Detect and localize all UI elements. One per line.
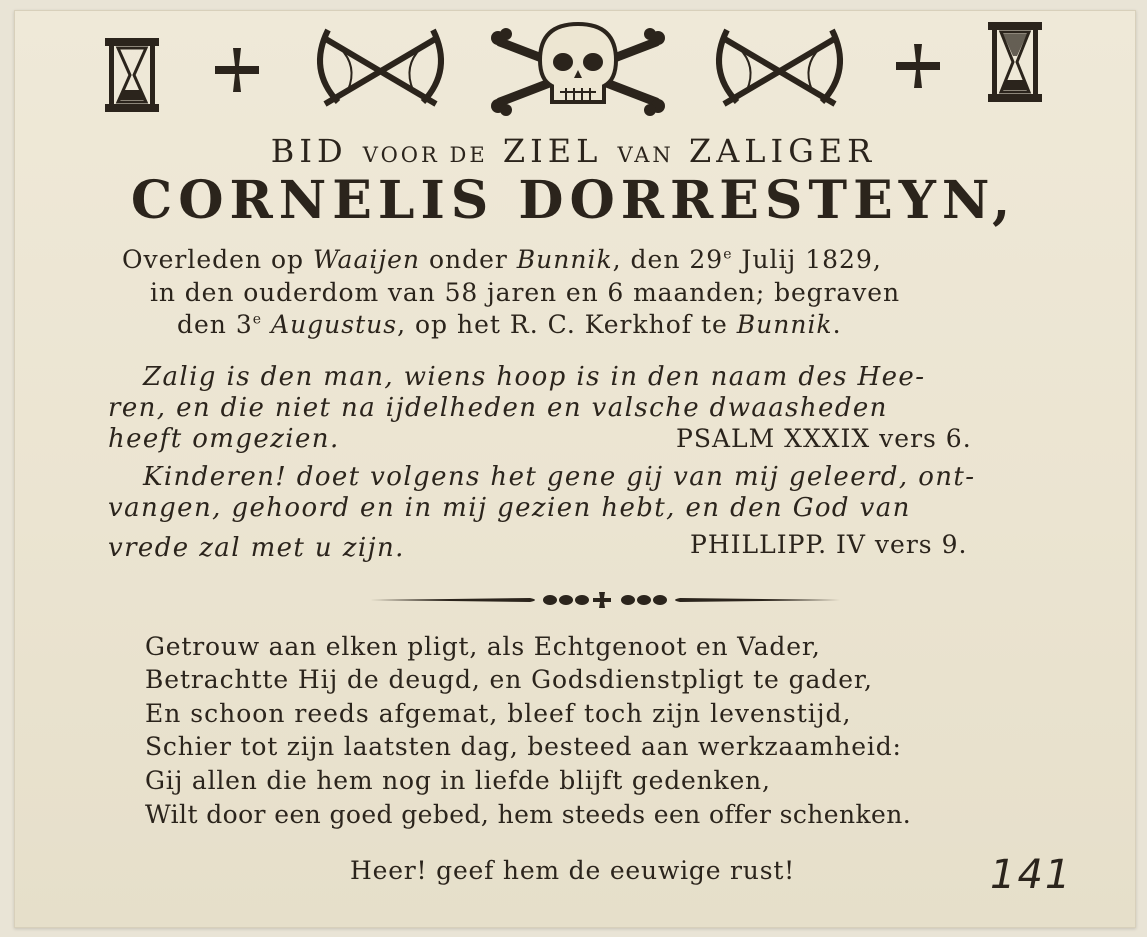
month-augustus: Augustus	[271, 310, 398, 339]
closing-prayer: Heer! geef hem de eeuwige rust!	[350, 856, 796, 885]
poem-line: Betrachtte Hij de deugd, en Godsdienstpligt te gader,	[145, 665, 873, 694]
burial-details-line: den 3e Augustus, op het R. C. Kerkhof te Bunnik.	[177, 310, 842, 339]
heading-word-bid: BID	[270, 132, 348, 170]
hourglass-icon	[988, 22, 1042, 102]
heading-word-van: VAN	[617, 143, 674, 167]
heading-prayer	[0, 132, 1147, 170]
heading-word-zaliger: ZALIGER	[688, 132, 877, 170]
poem-line: Schier tot zijn laatsten dag, besteed aan werkzaamheid:	[145, 732, 902, 761]
deceased-name: CORNELIS DORRESTEYN,	[130, 170, 1017, 231]
hourglass-icon	[105, 38, 159, 112]
phillipp-reference: PHILLIPP. IV vers 9.	[690, 530, 968, 559]
death-details-line: Overleden op Waaijen onder Bunnik, den 29e Julij 1829,	[122, 245, 882, 274]
quote2-line3: vrede zal met u zijn.	[108, 533, 405, 563]
quote1-line2: ren, en die niet na ijdelheden en valsche dwaasheden	[108, 393, 888, 423]
quote1-line1: Zalig is den man, wiens hoop is in den naam des Hee-	[143, 362, 926, 392]
crossed-scythes-icon	[719, 30, 840, 104]
poem-line: Gij allen die hem nog in liefde blijft gedenken,	[145, 766, 771, 795]
quote2-line1: Kinderen! doet volgens het gene gij van mij geleerd, ont-	[143, 462, 976, 492]
cross-icon	[215, 48, 259, 92]
ornament-row	[0, 0, 1147, 125]
ornamental-divider	[370, 588, 840, 612]
poem-line: En schoon reeds afgemat, bleef toch zijn levenstijd,	[145, 699, 852, 728]
poem-line: Wilt door een goed gebed, hem steeds een offer schenken.	[145, 800, 912, 829]
poem-line: Getrouw aan elken pligt, als Echtgenoot en Vader,	[145, 632, 821, 661]
cross-icon	[896, 44, 940, 88]
place-waaijen: Waaijen	[313, 245, 420, 274]
crossed-scythes-icon	[320, 30, 441, 104]
quote2-line2: vangen, gehoord en in mij gezien hebt, en den God van	[108, 493, 911, 523]
place-bunnik: Bunnik	[736, 310, 833, 339]
heading-word-voor-de: VOOR DE	[362, 143, 488, 167]
skull-crossbones-icon	[491, 24, 665, 116]
heading-word-ziel: ZIEL	[502, 132, 603, 170]
quote1-line3: heeft omgezien.	[108, 424, 340, 454]
place-bunnik: Bunnik	[516, 245, 613, 274]
psalm-reference: PSALM XXXIX vers 6.	[676, 424, 972, 453]
age-details-line: in den ouderdom van 58 jaren en 6 maanden; begraven	[150, 278, 900, 307]
handwritten-number: 141	[990, 852, 1073, 898]
